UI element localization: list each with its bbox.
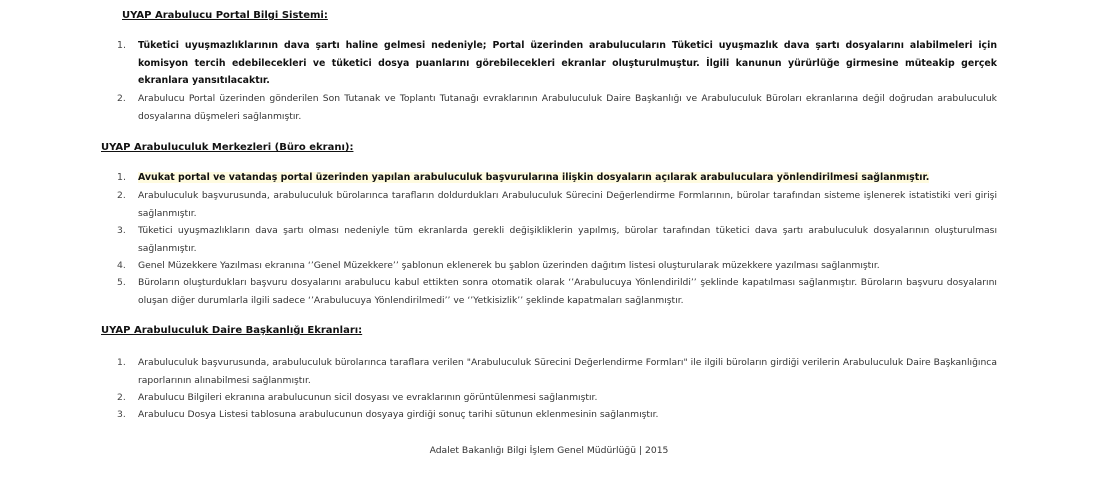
list-number: 1. xyxy=(117,357,126,368)
list-text: Tüketici uyuşmazlıkların dava şartı olması nedeniyle tüm ekranlarda gerekli değişikliklerin yapılmış, bürolar tarafından tüketici dava şartı arabuluculuk dosyalarının oluşturulması sağlanmıştır. xyxy=(138,225,997,254)
list-item xyxy=(117,274,997,309)
list-item xyxy=(117,389,997,407)
list-text: Genel Müzekkere Yazılması ekranına ‘’Genel Müzekkere’’ şablonun eklenerek bu şablon üzerinden dağıtım listesi oluşturularak müzekkere yazılması sağlanmıştır. xyxy=(138,260,880,271)
list-number: 2. xyxy=(117,190,126,201)
list-item xyxy=(117,257,997,275)
list-number: 3. xyxy=(117,409,126,420)
list-text: Arabulucu Dosya Listesi tablosuna arabulucunun dosyaya girdiği sonuç tarihi sütunun eklenmesinin sağlanmıştır. xyxy=(138,409,659,420)
section-heading-merkezler: UYAP Arabuluculuk Merkezleri (Büro ekranı): xyxy=(101,142,354,153)
list-text: Arabulucu Bilgileri ekranına arabulucunun sicil dosyası ve evraklarının görüntülenmesi sağlanmıştır. xyxy=(138,392,598,403)
list-number: 1. xyxy=(117,172,126,183)
section-heading-daire: UYAP Arabuluculuk Daire Başkanlığı Ekranları: xyxy=(101,325,363,336)
list-text: Arabulucu Portal üzerinden gönderilen Son Tutanak ve Toplantı Tutanağı evraklarının Arabuluculuk Daire Başkanlığı ve Arabuluculuk Büroları ekranlarına değil doğrudan arabuluculuk dosyalarına düşmeleri sağlanmıştır. xyxy=(138,93,997,122)
list-text: Tüketici uyuşmazlıklarının dava şartı haline gelmesi nedeniyle; Portal üzerinden arabulucuların Tüketici uyuşmazlık dava şartı dosyalarını alabilmeleri için komisyon tercih edebilecekleri ve tüketici dosya puanlarını görebilecekleri ekranlar oluşturulmuştur. İlgili kanunun yürürlüğe girmesine müteakip gerçek ekranlara yansıtılacaktır. xyxy=(138,40,997,86)
list-item xyxy=(117,37,997,90)
list-item xyxy=(117,169,997,187)
list-text: Büroların oluşturdukları başvuru dosyalarını arabulucu kabul ettikten sonra otomatik olarak ‘’Arabulucuya Yönlendirildi’’ şeklinde kapatılması sağlanmıştır. Büroların başvuru dosyalarını oluşan diğer durumlarla ilgili sadece ‘’Arabulucuya Yönlendirilmedi’’ ve ‘’Yetkisizlik’’ şeklinde kapatmaları sağlanmıştır. xyxy=(138,277,997,306)
list-text xyxy=(138,169,997,187)
list-number: 2. xyxy=(117,93,126,104)
section-heading-portal: UYAP Arabulucu Portal Bilgi Sistemi: xyxy=(122,10,328,21)
page-footer: Adalet Bakanlığı Bilgi İşlem Genel Müdürlüğü | 2015 xyxy=(429,445,669,456)
list-text: Arabuluculuk başvurusunda, arabuluculuk bürolarınca taraflara verilen "Arabuluculuk Sürecini Değerlendirme Formları" ile ilgili büroların girdiği verilerin Arabuluculuk Daire Başkanlığınca raporlarının alınabilmesi sağlanmıştır. xyxy=(138,357,997,386)
list-number: 4. xyxy=(117,260,126,271)
list-number: 5. xyxy=(117,277,126,288)
highlighted-text: Avukat portal ve vatandaş portal üzerinden yapılan arabuluculuk başvurularına ilişkin dosyaların açılarak arabuluculara yönlendirilmesi sağlanmıştır. xyxy=(138,172,930,183)
list-item xyxy=(117,222,997,257)
list-item xyxy=(117,406,997,424)
list-item xyxy=(117,187,997,222)
list-number: 2. xyxy=(117,392,126,403)
list-text: Arabuluculuk başvurusunda, arabuluculuk bürolarınca tarafların doldurdukları Arabuluculuk Sürecini Değerlendirme Formlarının, bürolar tarafından sisteme işlenerek istatistiki veri girişi sağlanmıştır. xyxy=(138,190,997,219)
list-item xyxy=(117,90,997,125)
list-item xyxy=(117,354,997,389)
list-number: 3. xyxy=(117,225,126,236)
list-number: 1. xyxy=(117,40,126,51)
